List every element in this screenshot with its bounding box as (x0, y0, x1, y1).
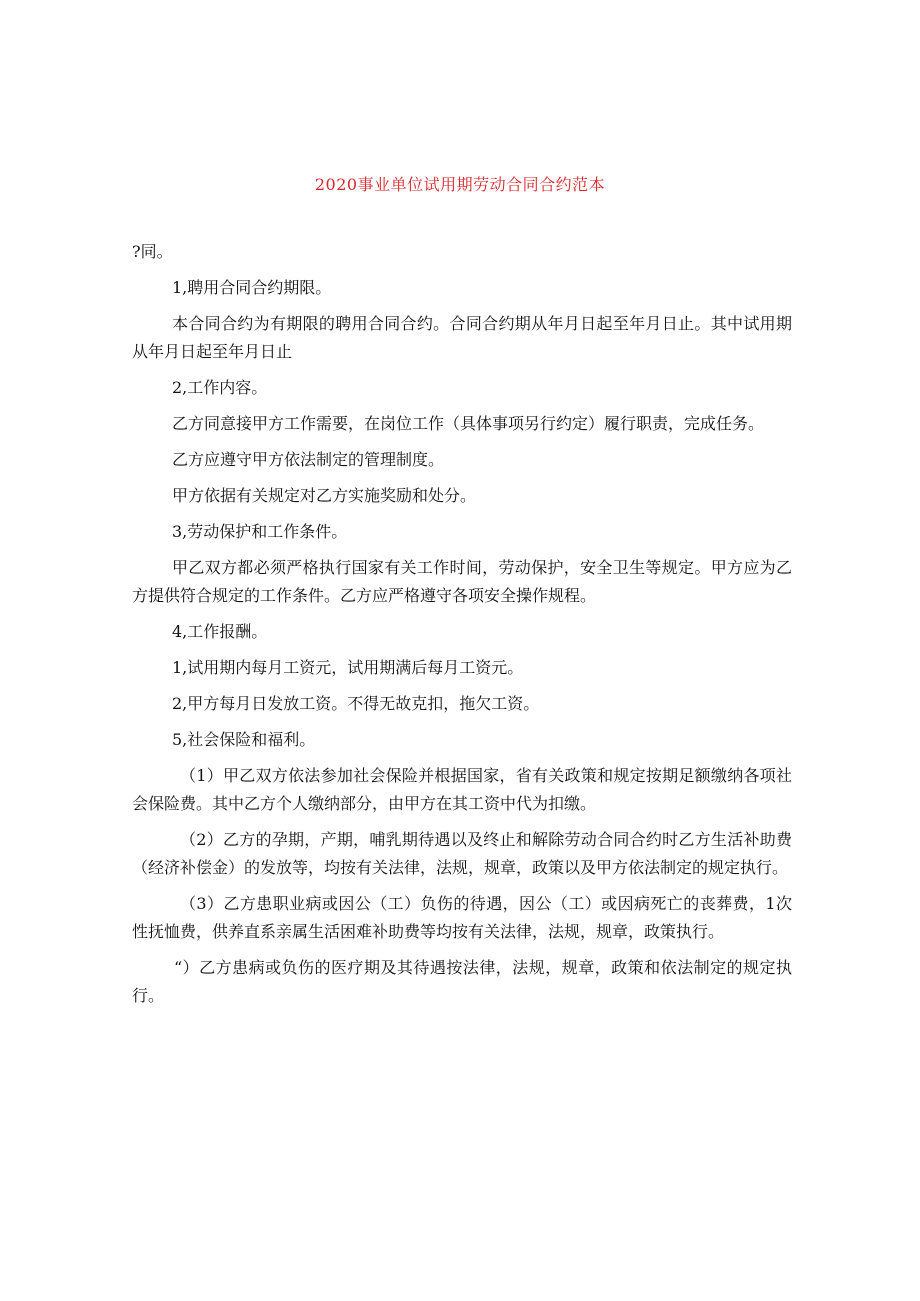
paragraph: 本合同合约为有期限的聘用合同合约。合同合约期从年月日起至年月日止。其中试用期从年月日起至年月日止 (132, 314, 792, 361)
paragraph: 乙方同意接甲方工作需要，在岗位工作（具体事项另行约定）履行职责，完成任务。 (172, 414, 765, 433)
section-heading: 2,工作内容。 (172, 378, 268, 397)
paragraph: （2）乙方的孕期，产期，哺乳期待遇以及终止和解除劳动合同合约时乙方生活补助费（经济补偿金）的发放等，均按有关法律，法规，规章，政策以及甲方依法制定的规定执行。 (132, 830, 792, 877)
paragraph: 甲乙双方都必须严格执行国家有关工作时间，劳动保护，安全卫生等规定。甲方应为乙方提供符合规定的工作条件。乙方应严格遵守各项安全操作规程。 (132, 558, 792, 605)
document-body (132, 238, 792, 1018)
paragraph: 2,甲方每月日发放工资。不得无故克扣，拖欠工资。 (172, 694, 540, 713)
paragraph: “）乙方患病或负伤的医疗期及其待遇按法律，法规，规章，政策和依法制定的规定执行。 (132, 958, 792, 1005)
paragraph: 1,试用期内每月工资元，试用期满后每月工资元。 (172, 658, 524, 677)
paragraph: 乙方应遵守甲方依法制定的管理制度。 (172, 450, 445, 469)
section-heading: 5,社会保险和福利。 (172, 730, 316, 749)
section-heading: 3,劳动保护和工作条件。 (172, 522, 348, 541)
paragraph: ?同。 (132, 242, 173, 261)
section-heading: 4,工作报酬。 (172, 622, 268, 641)
paragraph: （1）甲乙双方依法参加社会保险并根据国家，省有关政策和规定按期足额缴纳各项社会保险费。其中乙方个人缴纳部分，由甲方在其工资中代为扣缴。 (132, 766, 792, 813)
paragraph: （3）乙方患职业病或因公（工）负伤的待遇，因公（工）或因病死亡的丧葬费，1次性抚恤费，供养直系亲属生活困难补助费等均按有关法律，法规，规章，政策执行。 (132, 894, 792, 941)
paragraph: 甲方依据有关规定对乙方实施奖励和处分。 (172, 486, 477, 505)
document-title: 2020事业单位试用期劳动合同合约范本 (314, 175, 606, 194)
section-heading: 1,聘用合同合约期限。 (172, 278, 332, 297)
